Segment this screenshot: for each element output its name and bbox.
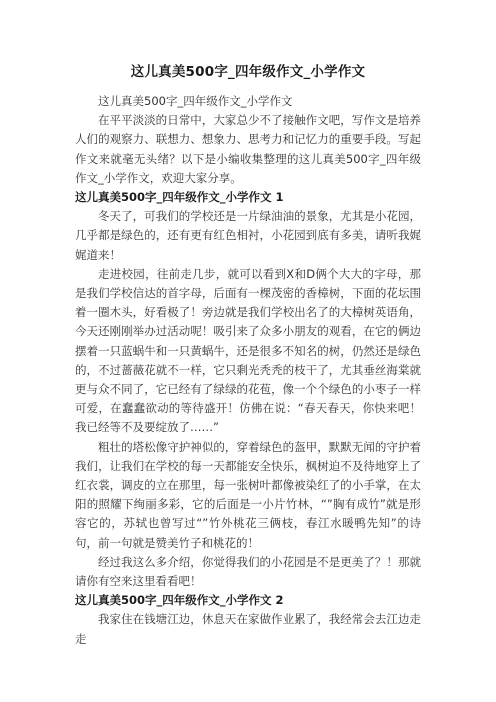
paragraph: 我家住在钱塘江边，休息天在家做作业累了，我经常会去江边走走 [75, 612, 421, 646]
paragraph: 冬天了，可我们的学校还是一片绿油油的景象，尤其是小花园，几乎都是绿色的，还有更有红色相衬，小花园到底有多美，请听我娓娓道来！ [75, 209, 421, 262]
paragraph: 走进校园，往前走几步，就可以看到X和D俩个大大的字母，那是我们学校信达的首字母，后面有一棵茂密的香樟树，下面的花坛围着一圈木头，好看极了！旁边就是我们学校出名了的大樟树英语角，今天还刚刚举办过活动呢！吸引来了众多小朋友的观看，在它的俩边摆着一只蓝蜗牛和一只黄蜗牛，还是很多不知名的树，仍然还是绿色的，不过蔷薇花就不一样，它只剩光秃秃的枝干了，尤其垂丝海棠就更与众不同了，它已经有了绿绿的花苞，像一个个绿色的小枣子一样可爱，在蠢蠢欲动的等待盛开！仿佛在说：“春天春天，你快来吧！我已经等不及要绽放了……” [75, 266, 421, 435]
intro-paragraph: 在平平淡淡的日常中，大家总少不了接触作文吧，写作文是培养人们的观察力、联想力、想象力、思考力和记忆力的重要手段。写起作文来就毫无头绪？以下是小编收集整理的这儿真美500字_四年级作文_小学作文，欢迎大家分享。 [75, 113, 421, 185]
paragraph: 经过我这么多介绍，你觉得我们的小花园是不是更美了？！那就请你有空来这里看看吧！ [75, 554, 421, 589]
section-heading-2: 这儿真美500字_四年级作文_小学作文 2 [75, 593, 284, 608]
section-heading-1: 这儿真美500字_四年级作文_小学作文 1 [75, 190, 284, 205]
document-title: 这儿真美500字_四年级作文_小学作文 [130, 64, 366, 80]
document-body [75, 92, 421, 649]
intro-heading-line: 这儿真美500字_四年级作文_小学作文 [98, 94, 293, 108]
paragraph: 粗壮的塔松像守护神似的，穿着绿色的盔甲，默默无闻的守护着我们，让我们在学校的每一天都能安全快乐，枫树迫不及待地穿上了红衣裳，调皮的立在那里，每一张树叶都像被染红了的小手掌，在太阳的照耀下绚丽多彩，它的后面是一小片竹林，“”胸有成竹”就是形容它的，苏轼也曾写过“”竹外桃花三俩枝，春江水暖鸭先知”的诗句，前一句就是赞美竹子和桃花的！ [75, 439, 421, 550]
